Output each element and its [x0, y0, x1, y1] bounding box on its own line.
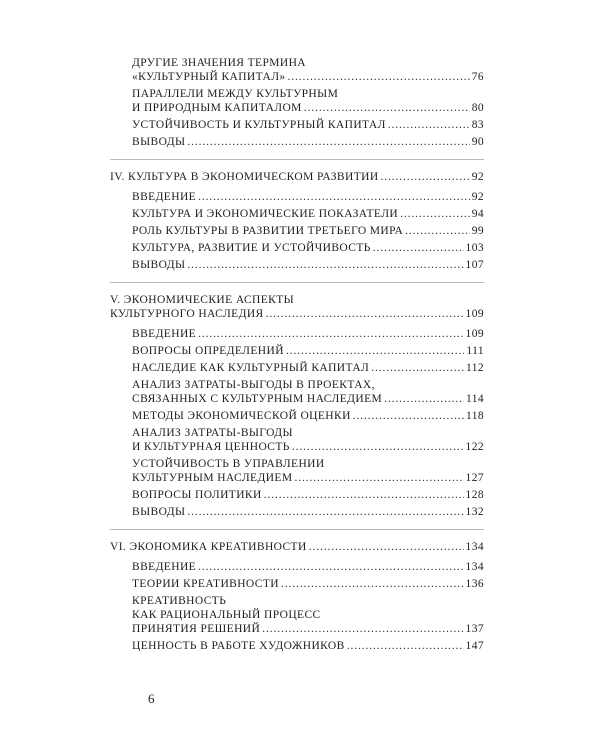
toc-page-number: 112 [465, 362, 484, 374]
toc-line: ДРУГИЕ ЗНАЧЕНИЯ ТЕРМИНА [132, 57, 307, 69]
dot-leader [198, 327, 463, 341]
toc-line [132, 241, 484, 255]
toc-line [132, 639, 484, 653]
toc-entry[interactable] [132, 488, 484, 502]
toc-line [132, 577, 484, 591]
toc-text: КУЛЬТУРНОГО НАСЛЕДИЯ [110, 308, 264, 320]
dot-leader [187, 135, 469, 149]
toc-text: IV. КУЛЬТУРА В ЭКОНОМИЧЕСКОМ РАЗВИТИИ [110, 171, 379, 183]
toc-page-number: 147 [465, 640, 484, 652]
section-divider [110, 159, 484, 160]
toc-text: ВЫВОДЫ [132, 506, 186, 518]
toc-line [132, 440, 484, 454]
dot-leader [381, 170, 470, 184]
toc-line [110, 307, 484, 321]
toc-line [132, 361, 484, 375]
dot-leader [286, 344, 464, 358]
toc-entry[interactable] [132, 639, 484, 653]
toc-entry[interactable] [132, 118, 484, 132]
toc-text: И ПРИРОДНЫМ КАПИТАЛОМ [132, 102, 302, 114]
dot-leader [198, 190, 470, 204]
toc-text: ТЕОРИИ КРЕАТИВНОСТИ [132, 578, 279, 590]
dot-leader [281, 577, 464, 591]
section-divider [110, 282, 484, 283]
toc-line [132, 560, 484, 574]
toc-line [132, 505, 484, 519]
dot-leader [400, 207, 470, 221]
chapter-heading[interactable] [110, 293, 484, 321]
page-number: 6 [148, 691, 155, 706]
toc-entry[interactable] [132, 426, 484, 454]
toc-text: РОЛЬ КУЛЬТУРЫ В РАЗВИТИИ ТРЕТЬЕГО МИРА [132, 225, 404, 237]
toc-page-number: 109 [465, 328, 484, 340]
toc-line [132, 207, 484, 221]
dot-leader [292, 440, 464, 454]
toc-text: ВВЕДЕНИЕ [132, 328, 197, 340]
toc-text: КУЛЬТУРА, РАЗВИТИЕ И УСТОЙЧИВОСТЬ [132, 242, 371, 254]
toc-page-number: 107 [465, 259, 484, 271]
toc-line [132, 409, 484, 423]
dot-leader [262, 622, 463, 636]
dot-leader [405, 224, 470, 238]
toc-page-number: 80 [471, 102, 484, 114]
toc-page-number: 118 [465, 410, 484, 422]
toc-line [132, 135, 484, 149]
toc-entry[interactable] [132, 409, 484, 423]
toc-line: КАК РАЦИОНАЛЬНЫЙ ПРОЦЕСС [132, 609, 321, 621]
toc-entry[interactable] [132, 190, 484, 204]
toc-line: АНАЛИЗ ЗАТРАТЫ-ВЫГОДЫ В ПРОЕКТАХ, [132, 379, 375, 391]
toc-entry[interactable] [132, 327, 484, 341]
toc-text: КУЛЬТУРНЫМ НАСЛЕДИЕМ [132, 472, 293, 484]
toc-page-number: 90 [471, 136, 484, 148]
chapter-heading[interactable] [110, 540, 484, 554]
toc-page-number: 94 [471, 208, 484, 220]
toc-page-number: 83 [471, 119, 484, 131]
toc-text: МЕТОДЫ ЭКОНОМИЧЕСКОЙ ОЦЕНКИ [132, 410, 351, 422]
toc-line [132, 118, 484, 132]
toc-entry[interactable] [132, 135, 484, 149]
toc-page-number: 137 [465, 623, 484, 635]
toc-text: СВЯЗАННЫХ С КУЛЬТУРНЫМ НАСЛЕДИЕМ [132, 393, 383, 405]
toc-entry[interactable] [132, 378, 484, 406]
toc-page-number: 132 [465, 506, 484, 518]
dot-leader [384, 392, 464, 406]
toc-line [132, 224, 484, 238]
toc-entry[interactable] [132, 224, 484, 238]
dot-leader [266, 307, 464, 321]
toc-entry[interactable] [132, 241, 484, 255]
toc-page-number: 76 [471, 71, 484, 83]
toc-line [132, 344, 484, 358]
toc-entry[interactable] [132, 56, 484, 84]
toc-page-number: 134 [465, 561, 484, 573]
toc-line [132, 190, 484, 204]
toc-page-number: 136 [465, 578, 484, 590]
toc-entry[interactable] [132, 344, 484, 358]
toc-text: «КУЛЬТУРНЫЙ КАПИТАЛ» [132, 71, 286, 83]
toc-page-number: 128 [465, 489, 484, 501]
toc-text: ВЫВОДЫ [132, 259, 186, 271]
toc-page-number: 92 [471, 191, 484, 203]
toc-chapter [110, 293, 484, 519]
toc-text: ПРИНЯТИЯ РЕШЕНИЙ [132, 623, 261, 635]
toc-text: ВВЕДЕНИЕ [132, 561, 197, 573]
toc-page-number: 103 [465, 242, 484, 254]
toc-line [110, 170, 484, 184]
dot-leader [187, 505, 463, 519]
dot-leader [371, 361, 464, 375]
toc-text: И КУЛЬТУРНАЯ ЦЕННОСТЬ [132, 441, 290, 453]
dot-leader [288, 70, 470, 84]
dot-leader [353, 409, 464, 423]
toc-page-number: 99 [471, 225, 484, 237]
toc-entry[interactable] [132, 207, 484, 221]
toc-text: НАСЛЕДИЕ КАК КУЛЬТУРНЫЙ КАПИТАЛ [132, 362, 370, 374]
toc-text: VI. ЭКОНОМИКА КРЕАТИВНОСТИ [110, 541, 307, 553]
dot-leader [294, 471, 463, 485]
toc-entry[interactable] [132, 577, 484, 591]
toc-line: ПАРАЛЛЕЛИ МЕЖДУ КУЛЬТУРНЫМ [132, 88, 339, 100]
toc-line [132, 101, 484, 115]
toc-text: ЦЕННОСТЬ В РАБОТЕ ХУДОЖНИКОВ [132, 640, 345, 652]
toc-line [132, 622, 484, 636]
toc-line [132, 258, 484, 272]
toc-page-number: 122 [465, 441, 484, 453]
dot-leader [309, 540, 464, 554]
toc-page-number: 92 [471, 171, 484, 183]
toc-line [132, 488, 484, 502]
toc-entry[interactable] [132, 258, 484, 272]
dot-leader [304, 101, 470, 115]
toc-page-number: 111 [466, 345, 484, 357]
toc-text: ВОПРОСЫ ПОЛИТИКИ [132, 489, 262, 501]
dot-leader [388, 118, 470, 132]
toc-chapter [110, 56, 484, 149]
toc-entry[interactable] [132, 505, 484, 519]
toc-chapter [110, 540, 484, 653]
toc-chapter [110, 170, 484, 272]
toc-page-number: 127 [465, 472, 484, 484]
toc-entry[interactable] [132, 457, 484, 485]
toc-text: ВВЕДЕНИЕ [132, 191, 197, 203]
chapter-heading[interactable] [110, 170, 484, 184]
toc-page-number: 109 [465, 308, 484, 320]
toc-line [110, 540, 484, 554]
section-divider [110, 529, 484, 530]
toc-text: ВОПРОСЫ ОПРЕДЕЛЕНИЙ [132, 345, 284, 357]
toc-entry[interactable] [132, 361, 484, 375]
toc-line: УСТОЙЧИВОСТЬ В УПРАВЛЕНИИ [132, 458, 325, 470]
dot-leader [264, 488, 464, 502]
toc-text: УСТОЙЧИВОСТЬ И КУЛЬТУРНЫЙ КАПИТАЛ [132, 119, 386, 131]
toc-page-number: 114 [465, 393, 484, 405]
toc-text: КУЛЬТУРА И ЭКОНОМИЧЕСКИЕ ПОКАЗАТЕЛИ [132, 208, 399, 220]
toc-line: АНАЛИЗ ЗАТРАТЫ-ВЫГОДЫ [132, 427, 293, 439]
dot-leader [198, 560, 463, 574]
toc-line [132, 392, 484, 406]
dot-leader [347, 639, 464, 653]
toc-line [132, 471, 484, 485]
toc-entry[interactable] [132, 87, 484, 115]
toc-entry[interactable] [132, 560, 484, 574]
table-of-contents [110, 56, 484, 663]
toc-page-number: 134 [465, 541, 484, 553]
toc-line [132, 327, 484, 341]
toc-line: КРЕАТИВНОСТЬ [132, 595, 227, 607]
dot-leader [187, 258, 463, 272]
toc-line: V. ЭКОНОМИЧЕСКИЕ АСПЕКТЫ [110, 294, 295, 306]
toc-line [132, 70, 484, 84]
toc-entry[interactable] [132, 594, 484, 636]
dot-leader [373, 241, 464, 255]
toc-text: ВЫВОДЫ [132, 136, 186, 148]
